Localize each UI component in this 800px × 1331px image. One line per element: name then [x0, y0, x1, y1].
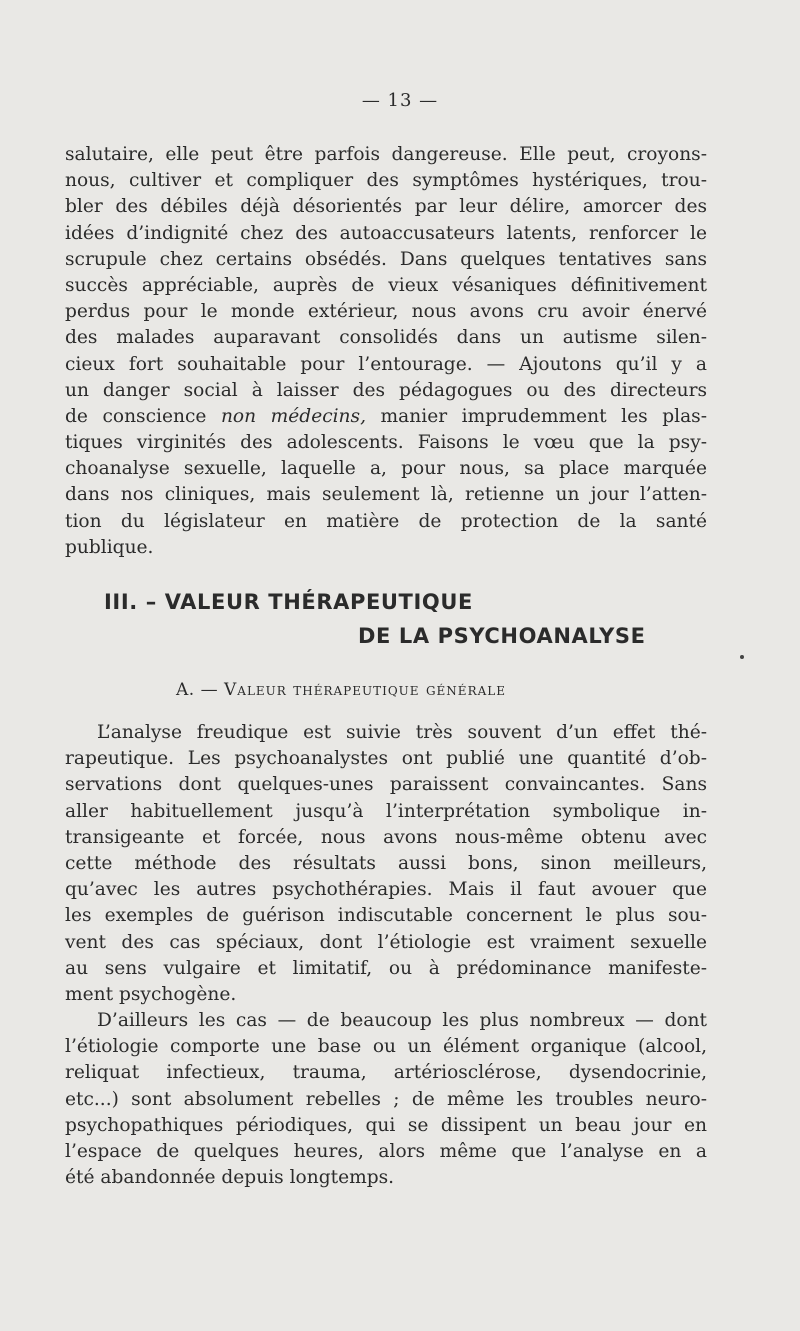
- paragraph-3: [65, 1008, 707, 1191]
- text-line-with-italic: [65, 404, 707, 430]
- text-line: dans nos cliniques, mais seulement là, retienne un jour l’atten-: [65, 484, 707, 506]
- text-line: choanalyse sexuelle, laquelle a, pour nous, sa place marquée: [65, 458, 707, 480]
- text-line: psychopathiques périodiques, qui se dissipent un beau jour en: [65, 1114, 707, 1136]
- text-line: tiques virginités des adolescents. Faisons le vœu que la psy-: [65, 432, 707, 454]
- paragraph-2: [65, 720, 707, 1008]
- text-line: été abandonnée depuis longtemps.: [65, 1167, 395, 1189]
- text-line: qu’avec les autres psychothérapies. Mais il faut avouer que: [65, 879, 707, 901]
- text-line: transigeante et forcée, nous avons nous-même obtenu avec: [65, 826, 707, 848]
- subsection-name: Valeur thérapeutique générale: [224, 680, 506, 700]
- text-line: rapeutique. Les psychoanalystes ont publié une quantité d’ob-: [65, 748, 707, 770]
- text-line: des malades auparavant consolidés dans un autisme silen-: [65, 327, 707, 349]
- text-line: D’ailleurs les cas — de beaucoup les plus nombreux — dont: [97, 1010, 707, 1031]
- paper-speck: [740, 655, 744, 659]
- text-fragment: de conscience: [65, 405, 221, 427]
- text-line: servations dont quelques-unes paraissent convaincantes. Sans: [65, 774, 707, 796]
- text-line: idées d’indignité chez des autoaccusateurs latents, renforcer le: [65, 222, 707, 244]
- paragraph-1: [65, 142, 707, 561]
- text-line: aller habituellement jusqu’à l’interprétation symbolique in-: [65, 800, 707, 822]
- text-line: l’espace de quelques heures, alors même que l’analyse en a: [65, 1140, 707, 1162]
- page-number: — 13 —: [361, 90, 439, 111]
- text-line: nous, cultiver et compliquer des symptômes hystériques, trou-: [65, 170, 707, 192]
- section-title-line-2: DE LA PSYCHOANALYSE: [358, 624, 646, 648]
- text-line: ment psychogène.: [65, 983, 237, 1005]
- text-line: etc...) sont absolument rebelles ; de même les troubles neuro-: [65, 1088, 707, 1110]
- text-line: tion du législateur en matière de protection de la santé: [65, 510, 707, 532]
- text-line: scrupule chez certains obsédés. Dans quelques tentatives sans: [65, 248, 707, 270]
- subsection-title: [176, 680, 506, 700]
- text-line: perdus pour le monde extérieur, nous avons cru avoir énervé: [65, 301, 707, 323]
- text-line: salutaire, elle peut être parfois dangereuse. Elle peut, croyons-: [65, 144, 707, 165]
- subsection-prefix: A. —: [176, 680, 224, 700]
- section-title-line-1: III. – VALEUR THÉRAPEUTIQUE: [104, 590, 473, 614]
- text-line: succès appréciable, auprès de vieux vésaniques définitivement: [65, 274, 707, 296]
- text-line: bler des débiles déjà désorientés par leur délire, amorcer des: [65, 196, 707, 218]
- text-fragment: manier imprudemment les plas-: [365, 405, 708, 427]
- text-line: un danger social à laisser des pédagogues ou des directeurs: [65, 379, 707, 401]
- text-line: L’analyse freudique est suivie très souvent d’un effet thé-: [97, 722, 707, 743]
- text-line: vent des cas spéciaux, dont l’étiologie est vraiment sexuelle: [65, 931, 707, 953]
- text-line: publique.: [65, 536, 154, 558]
- italic-phrase: non médecins,: [220, 405, 366, 427]
- text-line: l’étiologie comporte une base ou un élément organique (alcool,: [65, 1036, 707, 1058]
- text-line: reliquat infectieux, trauma, artériosclérose, dysendocrinie,: [65, 1062, 707, 1084]
- text-line: les exemples de guérison indiscutable concernent le plus sou-: [65, 905, 707, 927]
- text-line: au sens vulgaire et limitatif, ou à prédominance manifeste-: [65, 957, 707, 979]
- text-line: cette méthode des résultats aussi bons, sinon meilleurs,: [65, 852, 707, 874]
- text-line: cieux fort souhaitable pour l’entourage. — Ajoutons qu’il y a: [65, 353, 707, 375]
